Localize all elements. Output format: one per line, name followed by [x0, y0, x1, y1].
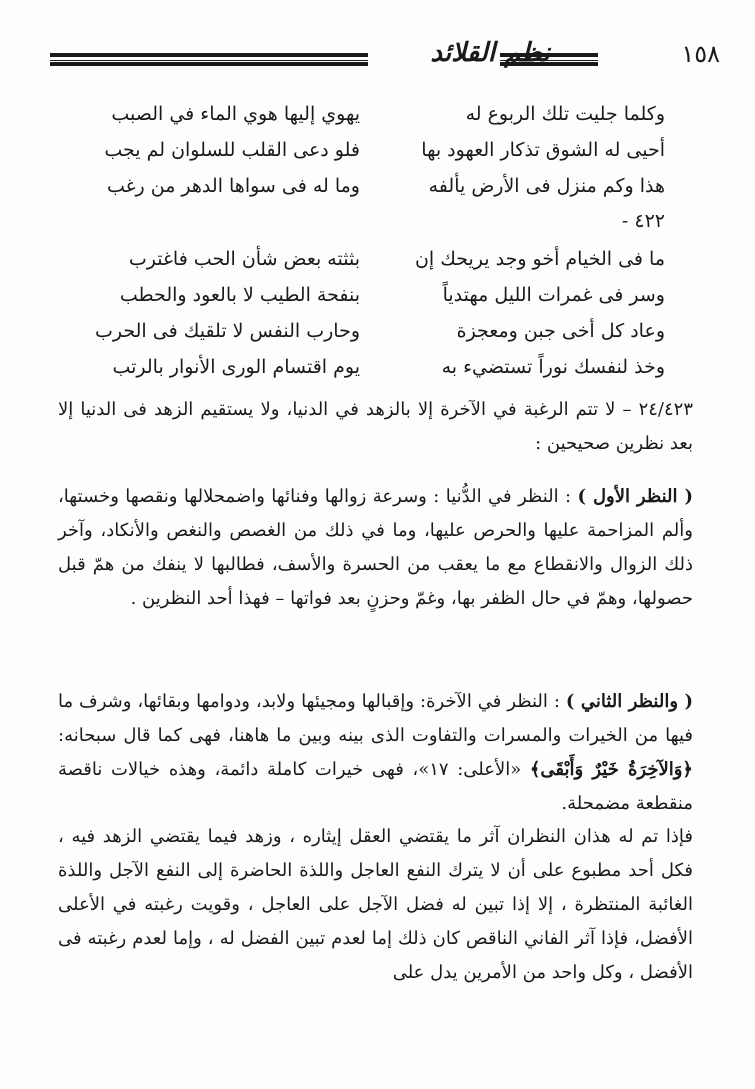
header-rule-short [500, 53, 598, 66]
verse-first-hemistich: أحيى له الشوق تذكار العهود بها [421, 139, 665, 161]
paragraph-heading [58, 393, 693, 461]
verse-second-hemistich: فلو دعى القلب للسلوان لم يجب [104, 139, 360, 161]
verse-line [90, 349, 665, 385]
verse-line [90, 168, 665, 204]
quran-quote: ﴿وَالآخِرَةُ خَيْرٌ وَأَبْقَى﴾ [529, 759, 693, 780]
paragraph-first-view [58, 480, 693, 616]
verse-line [90, 313, 665, 349]
verse-first-hemistich: هذا وكم منزل فى الأرض يألفه [428, 175, 665, 197]
verse-first-hemistich: وخذ لنفسك نوراً تستضيء به [441, 356, 665, 378]
verse-second-hemistich: بنفحة الطيب لا بالعود والحطب [119, 284, 360, 306]
paragraph-body: : النظر في الدُّنيا : وسرعة زوالها وفنائها واضمحلالها ونقصها وخستها، وألم المزاحمة عليها والحرص عليها، وما في ذلك من الغصص والنغص والأنكاد، وآخر ذلك الزوال والانقطاع مع ما يعقب من الحسرة والأسف، فطالبها لا ينفك من همّ قبل حصولها، وهمّ في حال الظفر بها، وغمّ وحزنٍ بعد فواتها – فهذا أحد النظرين . [58, 486, 693, 609]
verse-second-hemistich: وحارب النفس لا تلقيك فى الحرب [95, 320, 360, 342]
verse-line [90, 241, 665, 277]
page-header [50, 38, 720, 78]
verse-line [90, 277, 665, 313]
verse-second-hemistich: يهوي إليها هوي الماء في الصبب [111, 103, 360, 125]
paragraph-text: ٢٤/٤٢٣ – لا تتم الرغبة في الآخرة إلا بالزهد في الدنيا، ولا يستقيم الزهد فى الدنيا إلا بعد نظرين صحيحين : [58, 399, 693, 454]
verse-first-hemistich: ما فى الخيام أخو وجد يريحك إن [414, 248, 665, 270]
paragraph-text: فإذا تم له هذان النظران آثر ما يقتضي العقل إيثاره ، وزهد فيما يقتضي الزهد فيه ، فكل أحد مطبوع على أن لا يترك النفع العاجل واللذة الحاضرة إلى النفع الآجل واللذة الغائبة المنتظرة ، إلا إذا تبين له فضل الآجل على العاجل ، وقويت رغبته في الأعلى الأفضل، فإذا آثر الفاني الناقص كان ذلك إما لعدم تبين الفضل له ، وإما لعدم رغبته فى الأفضل ، وكل واحد من الأمرين يدل على [58, 826, 693, 983]
verse-second-hemistich: بثثته بعض شأن الحب فاغترب [128, 248, 360, 270]
header-rule-long [50, 53, 368, 66]
paragraph-body: : النظر في الآخرة: وإقبالها ومجيئها ولابد، ودوامها وبقائها، وشرف ما فيها من الخيرات والمسرات والتفاوت الذى بينه وبين ما هاهنا، فهى كما قال سبحانه: [58, 691, 693, 746]
paragraph-lead: ( والنظر الثاني ) [565, 691, 693, 712]
verse-line [90, 132, 665, 168]
paragraph-lead: ( النظر الأول ) [577, 486, 694, 507]
verse-number: ٤٢٢ - [621, 210, 665, 232]
paragraph-conclusion [58, 820, 693, 990]
verse-block-2 [90, 241, 665, 385]
paragraph-body: «الأعلى: ١٧»، فهى خيرات كاملة دائمة، وهذه خيالات ناقصة منقطعة مضمحلة. [58, 759, 693, 814]
page-number: ١٥٨ [681, 40, 720, 68]
verse-line [90, 96, 665, 132]
verse-second-hemistich: يوم اقتسام الورى الأنوار بالرتب [112, 356, 360, 378]
verse-first-hemistich: وكلما جليت تلك الربوع له [465, 103, 665, 125]
book-title: نظم القلائد [430, 38, 550, 68]
verse-first-hemistich: وسر فى غمرات الليل مهتدياً [442, 284, 665, 306]
verse-second-hemistich: وما له فى سواها الدهر من رغب [106, 175, 360, 197]
verse-block-1 [90, 96, 665, 238]
paragraph-second-view [58, 685, 693, 821]
paragraph-text [58, 480, 693, 616]
paragraph-text [58, 685, 693, 821]
verse-first-hemistich: وعاد كل أخى جبن ومعجزة [456, 320, 665, 342]
